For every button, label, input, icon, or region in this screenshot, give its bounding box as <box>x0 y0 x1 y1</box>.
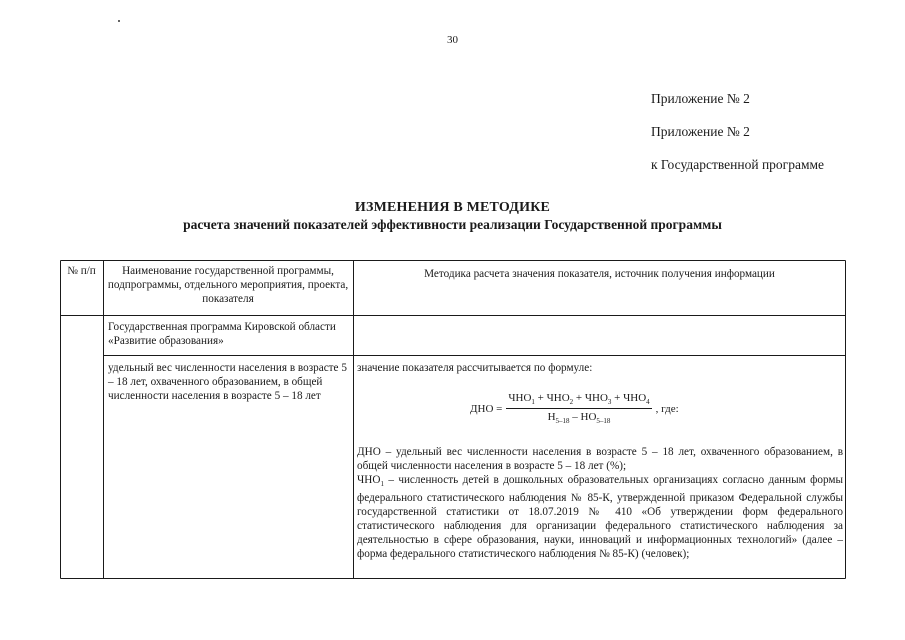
formula-description <box>357 445 843 561</box>
formula <box>470 392 679 425</box>
desc-dno: ДНО – удельный вес численности населения в возрасте 5 – 18 лет, охваченного образованием, в общей численности населения в возрасте 5 – 18 лет (%); <box>357 446 843 472</box>
page-number: 30 <box>447 34 458 46</box>
appendix-line-3: к Государственной программе <box>651 157 825 172</box>
document-subtitle: расчета значений показателей эффективности реализации Государственной программы <box>183 217 722 232</box>
row-program-name: Государственная программа Кировской области «Развитие образования» <box>108 321 336 347</box>
desc-chno1-sub: 1 <box>380 480 384 489</box>
row-indicator-name: удельный вес численности населения в возрасте 5 – 18 лет, охваченного образованием, в общей численности населения в возрасте 5 – 18 лет <box>108 362 347 402</box>
formula-fraction <box>506 392 651 425</box>
denominator-sub-2: 5–18 <box>596 417 611 426</box>
formula-tail: , где: <box>655 402 679 415</box>
numerator-sub-2: 2 <box>569 398 574 407</box>
desc-chno1-symbol: ЧНО <box>357 474 381 486</box>
formula-intro: значение показателя рассчитывается по формуле: <box>357 362 593 374</box>
denominator-term-2: – НО <box>572 411 597 424</box>
denominator-sub-1: 5–18 <box>555 417 570 426</box>
numerator-term-4: + ЧНО <box>614 392 647 404</box>
formula-lhs: ДНО = <box>470 402 503 415</box>
header-number: № п/п <box>67 265 96 277</box>
numerator-term-3: + ЧНО <box>575 392 608 404</box>
denominator-term-1: Н <box>547 411 556 424</box>
numerator-term-2: + ЧНО <box>537 392 570 404</box>
desc-chno1-text: – численность детей в дошкольных образовательных организациях согласно данным формы федерального статистического наблюдения № 85-К, утвержденной приказом Федеральной службы государственной статистики от 18.07.2019 № 410 «Об утверждении форм федерального статистического наблюдения для организации федерального статистического наблюдения за деятельностью в сфере образования, науки, инноваций и информационных технологий» (далее – форма федерального статистического наблюдения № 85-К) (человек); <box>357 474 843 561</box>
header-name: Наименование государственной программы, подпрограммы, отдельного мероприятия, проекта, показателя <box>107 265 349 305</box>
header-method: Методика расчета значения показателя, источник получения информации <box>424 268 775 280</box>
numerator-term-1: ЧНО <box>508 392 532 404</box>
numerator-sub-1: 1 <box>531 398 535 407</box>
formula-denominator <box>548 409 611 425</box>
formula-numerator <box>506 392 651 409</box>
scan-speck <box>118 20 120 22</box>
document-title: ИЗМЕНЕНИЯ В МЕТОДИКЕ <box>354 200 551 215</box>
desc-chno1 <box>357 473 843 561</box>
appendix-line-2: Приложение № 2 <box>651 124 750 139</box>
numerator-sub-4: 4 <box>646 398 650 407</box>
numerator-sub-3: 3 <box>607 398 612 407</box>
appendix-line-1: Приложение № 2 <box>651 91 750 106</box>
